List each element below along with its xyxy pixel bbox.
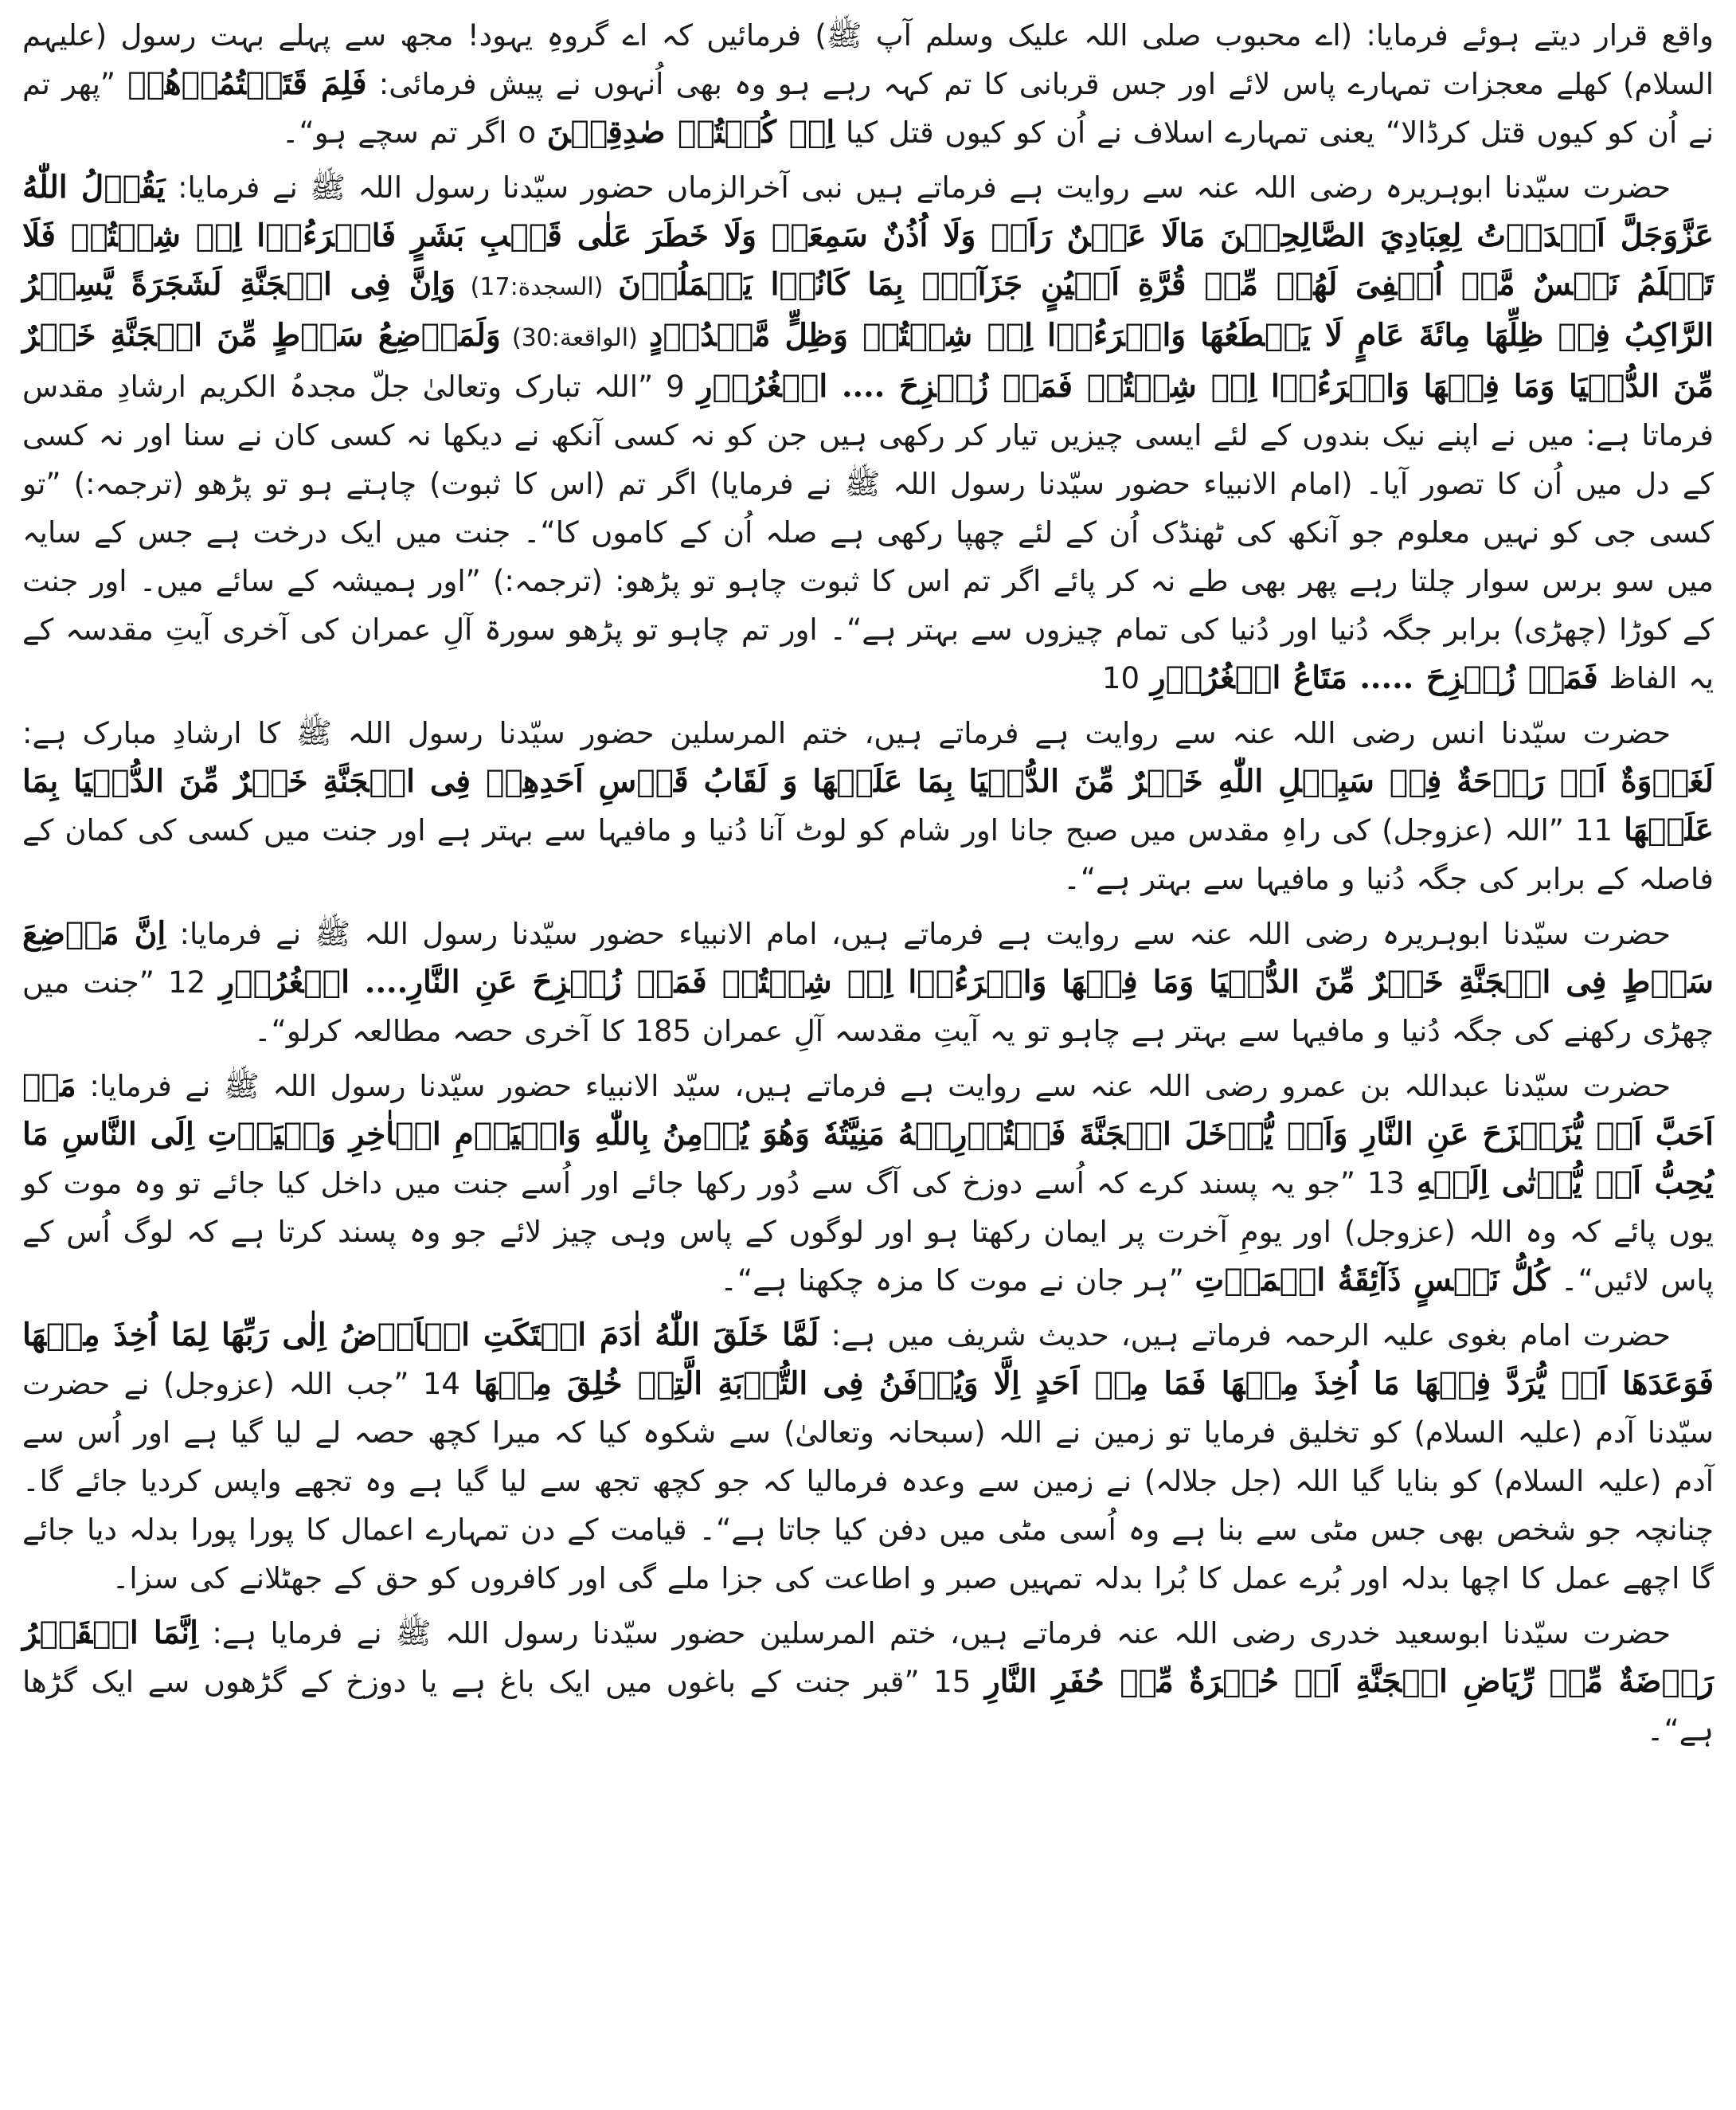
paragraph-p6 — [22, 1311, 1714, 1603]
paragraph-p3 — [22, 709, 1714, 903]
arabic-quote: اِنَّ مَوۡضِعَ سَوۡطٍ فِى الۡجَنَّةِ خَيۡرٌ مِّنَ الدُّنۡيَا وَمَا فِيۡهَا وَاقۡرَءُوۡا اِنۡ شِئۡتُمۡ فَمَنۡ زُحۡزِحَ عَنِ النَّارِ.... الۡغُرُوۡرِ — [22, 915, 1714, 1000]
urdu-text: 15 ”قبر جنت کے باغوں میں ایک باغ ہے یا دوزخ کے گڑھوں سے ایک گڑھا ہے“۔ — [22, 1665, 1714, 1748]
urdu-text: حضرت سیّدنا عبداللہ بن عمرو رضی اللہ عنہ سے روایت ہے فرماتے ہیں، سیّد الانبیاء حضور سیّدنا رسول اللہ ﷺ نے فرمایا: — [76, 1069, 1671, 1103]
arabic-quote: وَاِنَّ فِى الۡجَنَّةِ لَشَجَرَةً يَّسِيۡرُ الرَّاكِبُ فِىۡ ظِلِّهَا مِائَةَ عَامٍ لَا يَقۡطَعُهَا وَاقۡرَءُوۡا اِنۡ شِئۡتُمۡ وَظِلٍّ مَّمۡدُوۡدٍ — [22, 266, 1714, 354]
paragraph-p2 — [22, 163, 1714, 703]
arabic-quote: اِنَّمَا الۡقَبۡرُ رَوۡضَةٌ مِّنۡ رِّيَاضِ الۡجَنَّةِ اَوۡ حُفۡرَةٌ مِّنۡ حُفَرِ النَّارِ — [22, 1615, 1714, 1700]
urdu-text: حضرت سیّدنا ابوسعید خدری رضی اللہ عنہ فرماتے ہیں، ختم المرسلین حضور سیّدنا رسول اللہ ﷺ نے فرمایا ہے: — [197, 1616, 1671, 1650]
arabic-quote: فَمَنۡ زُحۡزِحَ ..... مَتَاعُ الۡغُرُوۡرِ — [1150, 660, 1598, 696]
reference: (السجدة:17) — [455, 273, 619, 301]
urdu-text: o اگر تم سچے ہو“۔ — [281, 115, 547, 150]
reference: (الواقعة:30) — [500, 324, 649, 352]
urdu-text: ”پھر تم نے اُن کو کیوں قتل کرڈالا“ یعنی تمہارے اسلاف نے اُن کو کیوں قتل کیا — [22, 67, 1714, 150]
urdu-text: 11 ”اللہ (عزوجل) کی راہِ مقدس میں صبح جانا اور شام کو لوٹ آنا دُنیا و مافیہا سے بہتر ہے اور جنت میں کسی کی کمان کے فاصلہ کے برابر کی جگہ دُنیا و مافیہا سے بہتر ہے“۔ — [22, 813, 1714, 896]
arabic-quote: لَغَدۡوَةٌ اَوۡ رَوۡحَةٌ فِىۡ سَبِيۡلِ اللّٰهِ خَيۡرٌ مِّنَ الدُّنۡيَا بِمَا عَلَيۡهَا وَ لَقَابُ قَوۡسِ اَحَدِهِمۡ فِى الۡجَنَّةِ خَيۡرٌ مِّنَ الدُّنۡيَا بِمَا عَلَيۡهَا — [22, 763, 1714, 848]
urdu-text: 12 ”جنت میں چھڑی رکھنے کی جگہ دُنیا و مافیہا سے بہتر ہے چاہو تو یہ آیتِ مقدسہ آلِ عمران 185 کا آخری حصہ مطالعہ کرلو“۔ — [22, 965, 1714, 1048]
urdu-text: حضرت سیّدنا ابوہریرہ رضی اللہ عنہ سے روایت ہے فرماتے ہیں، امام الانبیاء حضور سیّدنا رسول اللہ ﷺ نے فرمایا: — [166, 917, 1671, 951]
urdu-text: 10 — [1101, 661, 1151, 695]
urdu-text: واقع قرار دیتے ہوئے فرمایا: (اے محبوب صلی اللہ علیک وسلم آپ ﷺ) فرمائیں کہ اے گروہِ یہود! مجھ سے پہلے بہت رسول (علیہم السلام) کھلے معجزات تمہارے پاس لائے اور جس قربانی کا تم کہہ رہے ہو وہ بھی اُنہوں نے پیش فرمائی: — [22, 18, 1714, 101]
urdu-text: حضرت سیّدنا انس رضی اللہ عنہ سے روایت ہے فرماتے ہیں، ختم المرسلین حضور سیّدنا رسول اللہ ﷺ کا ارشادِ مبارک ہے: — [22, 716, 1671, 750]
paragraph-p7 — [22, 1609, 1714, 1755]
arabic-quote: يَقُوۡلُ اللّٰهُ عَزَّوَجَلَّ اَعۡدَدۡتُ لِعِبَادِيَ الصَّالِحِيۡنَ مَالَا عَيۡنٌ رَاَتۡ وَلَا اُذُنٌ سَمِعَتۡ وَلَا خَطَرَ عَلٰى قَلۡبِ بَشَرٍ فَاقۡرَءُوۡا اِنۡ شِئۡتُمۡ فَلَا تَعۡلَمُ نَفۡسٌ مَّاۤ اُخۡفِىَ لَهُمۡ مِّنۡ قُرَّةِ اَعۡيُنٍ جَزَآءًۢ بِمَا كَانُوۡا يَعۡمَلُوۡنَ — [22, 169, 1714, 303]
arabic-quote: مَنۡ اَحَبَّ اَنۡ يُّزَحۡزَحَ عَنِ النَّارِ وَاَنۡ يُّدۡخَلَ الۡجَنَّةَ فَلۡتُدۡرِكۡهُ مَنِيَّتُهٗ وَهُوَ يُؤۡمِنُ بِاللّٰهِ وَالۡيَوۡمِ الۡاٰخِرِ وَلۡيَاۡتِ اِلَى النَّاسِ مَا يُحِبُّ اَنۡ يُّؤۡتٰى اِلَيۡهِ — [22, 1067, 1714, 1201]
arabic-quote: اِنۡ كُنۡتُمۡ صٰدِقِيۡنَ — [546, 114, 835, 151]
arabic-quote: وَلَمَوۡضِعُ سَوۡطٍ مِّنَ الۡجَنَّةِ خَيۡرٌ مِّنَ الدُّنۡيَا وَمَا فِيۡهَا وَاقۡرَءُوۡا اِنۡ شِئۡتُمۡ فَمَنۡ زُحۡزِحَ .... الۡغُرُوۡرِ — [22, 317, 1714, 405]
arabic-quote: لَمَّا خَلَقَ اللّٰهُ اٰدَمَ اشۡتَكَتِ الۡاَرۡضُ اِلٰى رَبِّهَا لِمَا اُخِذَ مِنۡهَا فَوَعَدَهَا اَنۡ يُّرَدَّ فِيۡهَا مَا اُخِذَ مِنۡهَا فَمَا مِنۡ اَحَدٍ اِلَّا وَيُدۡفَنُ فِى التُّرۡبَةِ الَّتِىۡ خُلِقَ مِنۡهَا — [22, 1317, 1714, 1402]
paragraph-p5 — [22, 1062, 1714, 1305]
urdu-text: 9 ”اللہ تبارک وتعالیٰ جلّ مجدہُ الکریم ارشادِ مقدس فرماتا ہے: میں نے اپنے نیک بندوں کے لئے ایسی چیزیں تیار کر رکھی ہیں جن کو نہ کسی آنکھ نے دیکھا نہ کسی کان نے سنا اور نہ کسی کے دل میں اُن کا تصور آیا۔ (امام الانبیاء حضور سیّدنا رسول اللہ ﷺ نے فرمایا) اگر تم (اس کا ثبوت) چاہتے ہو تو پڑھو (ترجمہ:) ”تو کسی جی کو نہیں معلوم جو آنکھ کی ٹھنڈک اُن کے لئے چھپا رکھی ہے صلہ اُن کے کاموں کا“۔ جنت میں ایک درخت ہے جس کے سایہ میں سو برس سوار چلتا رہے پھر بھی طے نہ کر پائے اگر تم اس کا ثبوت چاہو تو پڑھو: (ترجمہ:) ”اور ہمیشہ کے سائے میں۔ اور جنت کے کوڑا (چھڑی) برابر جگہ دُنیا اور دُنیا کی تمام چیزوں سے بہتر ہے“۔ اور تم چاہو تو پڑھو سورۃ آلِ عمران کی آخری آیتِ مقدسہ کے یہ الفاظ — [22, 370, 1714, 695]
arabic-quote: فَلِمَ قَتَلۡتُمُوۡهُمۡ — [127, 65, 367, 102]
urdu-text: ”ہر جان نے موت کا مزہ چکھنا ہے“۔ — [720, 1263, 1195, 1298]
paragraph-p4 — [22, 910, 1714, 1055]
urdu-text: 14 ”جب اللہ (عزوجل) نے حضرت سیّدنا آدم (علیہ السلام) کو تخلیق فرمایا تو زمین نے اللہ (سبحانہ وتعالیٰ) سے شکوہ کیا کہ میرا کچھ حصہ لے لیا گیا ہے اور اُس سے آدم (علیہ السلام) کو بنایا گیا اللہ (جل جلالہ) نے زمین سے وعدہ فرمالیا کہ جو کچھ تجھ سے لیا گیا ہے وہ تجھے واپس کردیا جائے گا۔ چنانچہ جو شخص بھی جس مٹی سے بنا ہے وہ اُسی مٹی میں دفن کیا جاتا ہے“۔ قیامت کے دن تمہارے اعمال کا پورا پورا بدلہ دیا جائے گا اچھے عمل کا اچھا بدلہ اور بُرے عمل کا بُرا بدلہ تمہیں صبر و اطاعت کی جزا ملے گی اور کافروں کو حق کے جھٹلانے کی سزا۔ — [22, 1367, 1714, 1595]
arabic-quote: كُلُّ نَفۡسٍ ذَآئِقَةُ الۡمَوۡتِ — [1194, 1262, 1550, 1298]
urdu-text: 13 ”جو یہ پسند کرے کہ اُسے دوزخ کی آگ سے دُور رکھا جائے اور اُسے جنت میں داخل کیا جائے تو وہ موت کو یوں پائے کہ وہ اللہ (عزوجل) اور یومِ آخرت پر ایمان رکھتا ہو اور لوگوں کے پاس وہی چیز لائے جو وہ پسند کرتا ہے کہ لوگ اُس کے پاس لائیں“۔ — [22, 1166, 1714, 1298]
urdu-text: حضرت سیّدنا ابوہریرہ رضی اللہ عنہ سے روایت ہے فرماتے ہیں نبی آخرالزماں حضور سیّدنا رسول اللہ ﷺ نے فرمایا: — [165, 170, 1671, 205]
urdu-text: حضرت امام بغوی علیہ الرحمہ فرماتے ہیں، حدیث شریف میں ہے: — [819, 1318, 1671, 1353]
paragraph-p1 — [22, 11, 1714, 157]
